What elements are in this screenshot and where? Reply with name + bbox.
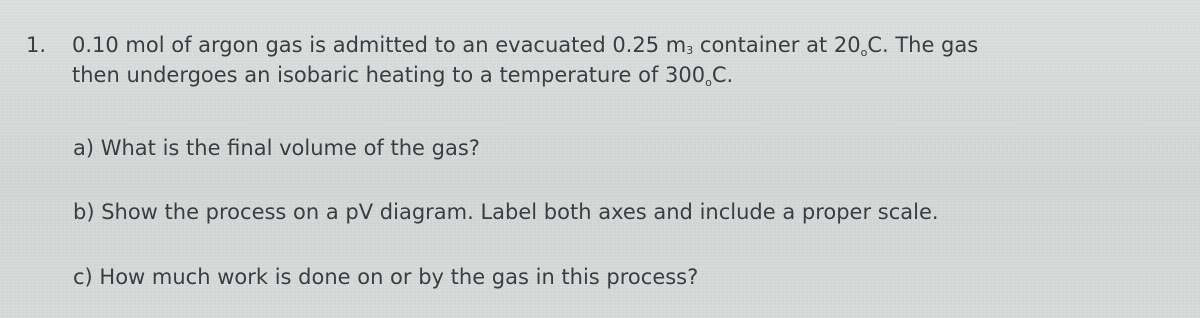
problem-stem-line-1 [72, 33, 978, 65]
stem-line-1-text-c: C. The gas [867, 33, 979, 57]
degree-mark: o [860, 46, 868, 59]
question-b: b) Show the process on a pV diagram. Label both axes and include a proper scale. [73, 200, 939, 224]
degree-mark: o [705, 76, 712, 89]
problem-stem-line-2 [72, 63, 733, 95]
problem-number: 1. [26, 33, 47, 57]
question-a: a) What is the final volume of the gas? [73, 136, 480, 160]
volume-unit-exponent: 3 [686, 44, 694, 57]
question-c: c) How much work is done on or by the gas in this process? [73, 265, 699, 289]
stem-line-1-text-b: container at 20 [693, 33, 861, 57]
stem-line-2-text-b: C. [711, 63, 734, 87]
stem-line-1-text-a: 0.10 mol of argon gas is admitted to an evacuated 0.25 m [72, 33, 687, 57]
stem-line-2-text-a: then undergoes an isobaric heating to a temperature of 300 [72, 63, 706, 87]
